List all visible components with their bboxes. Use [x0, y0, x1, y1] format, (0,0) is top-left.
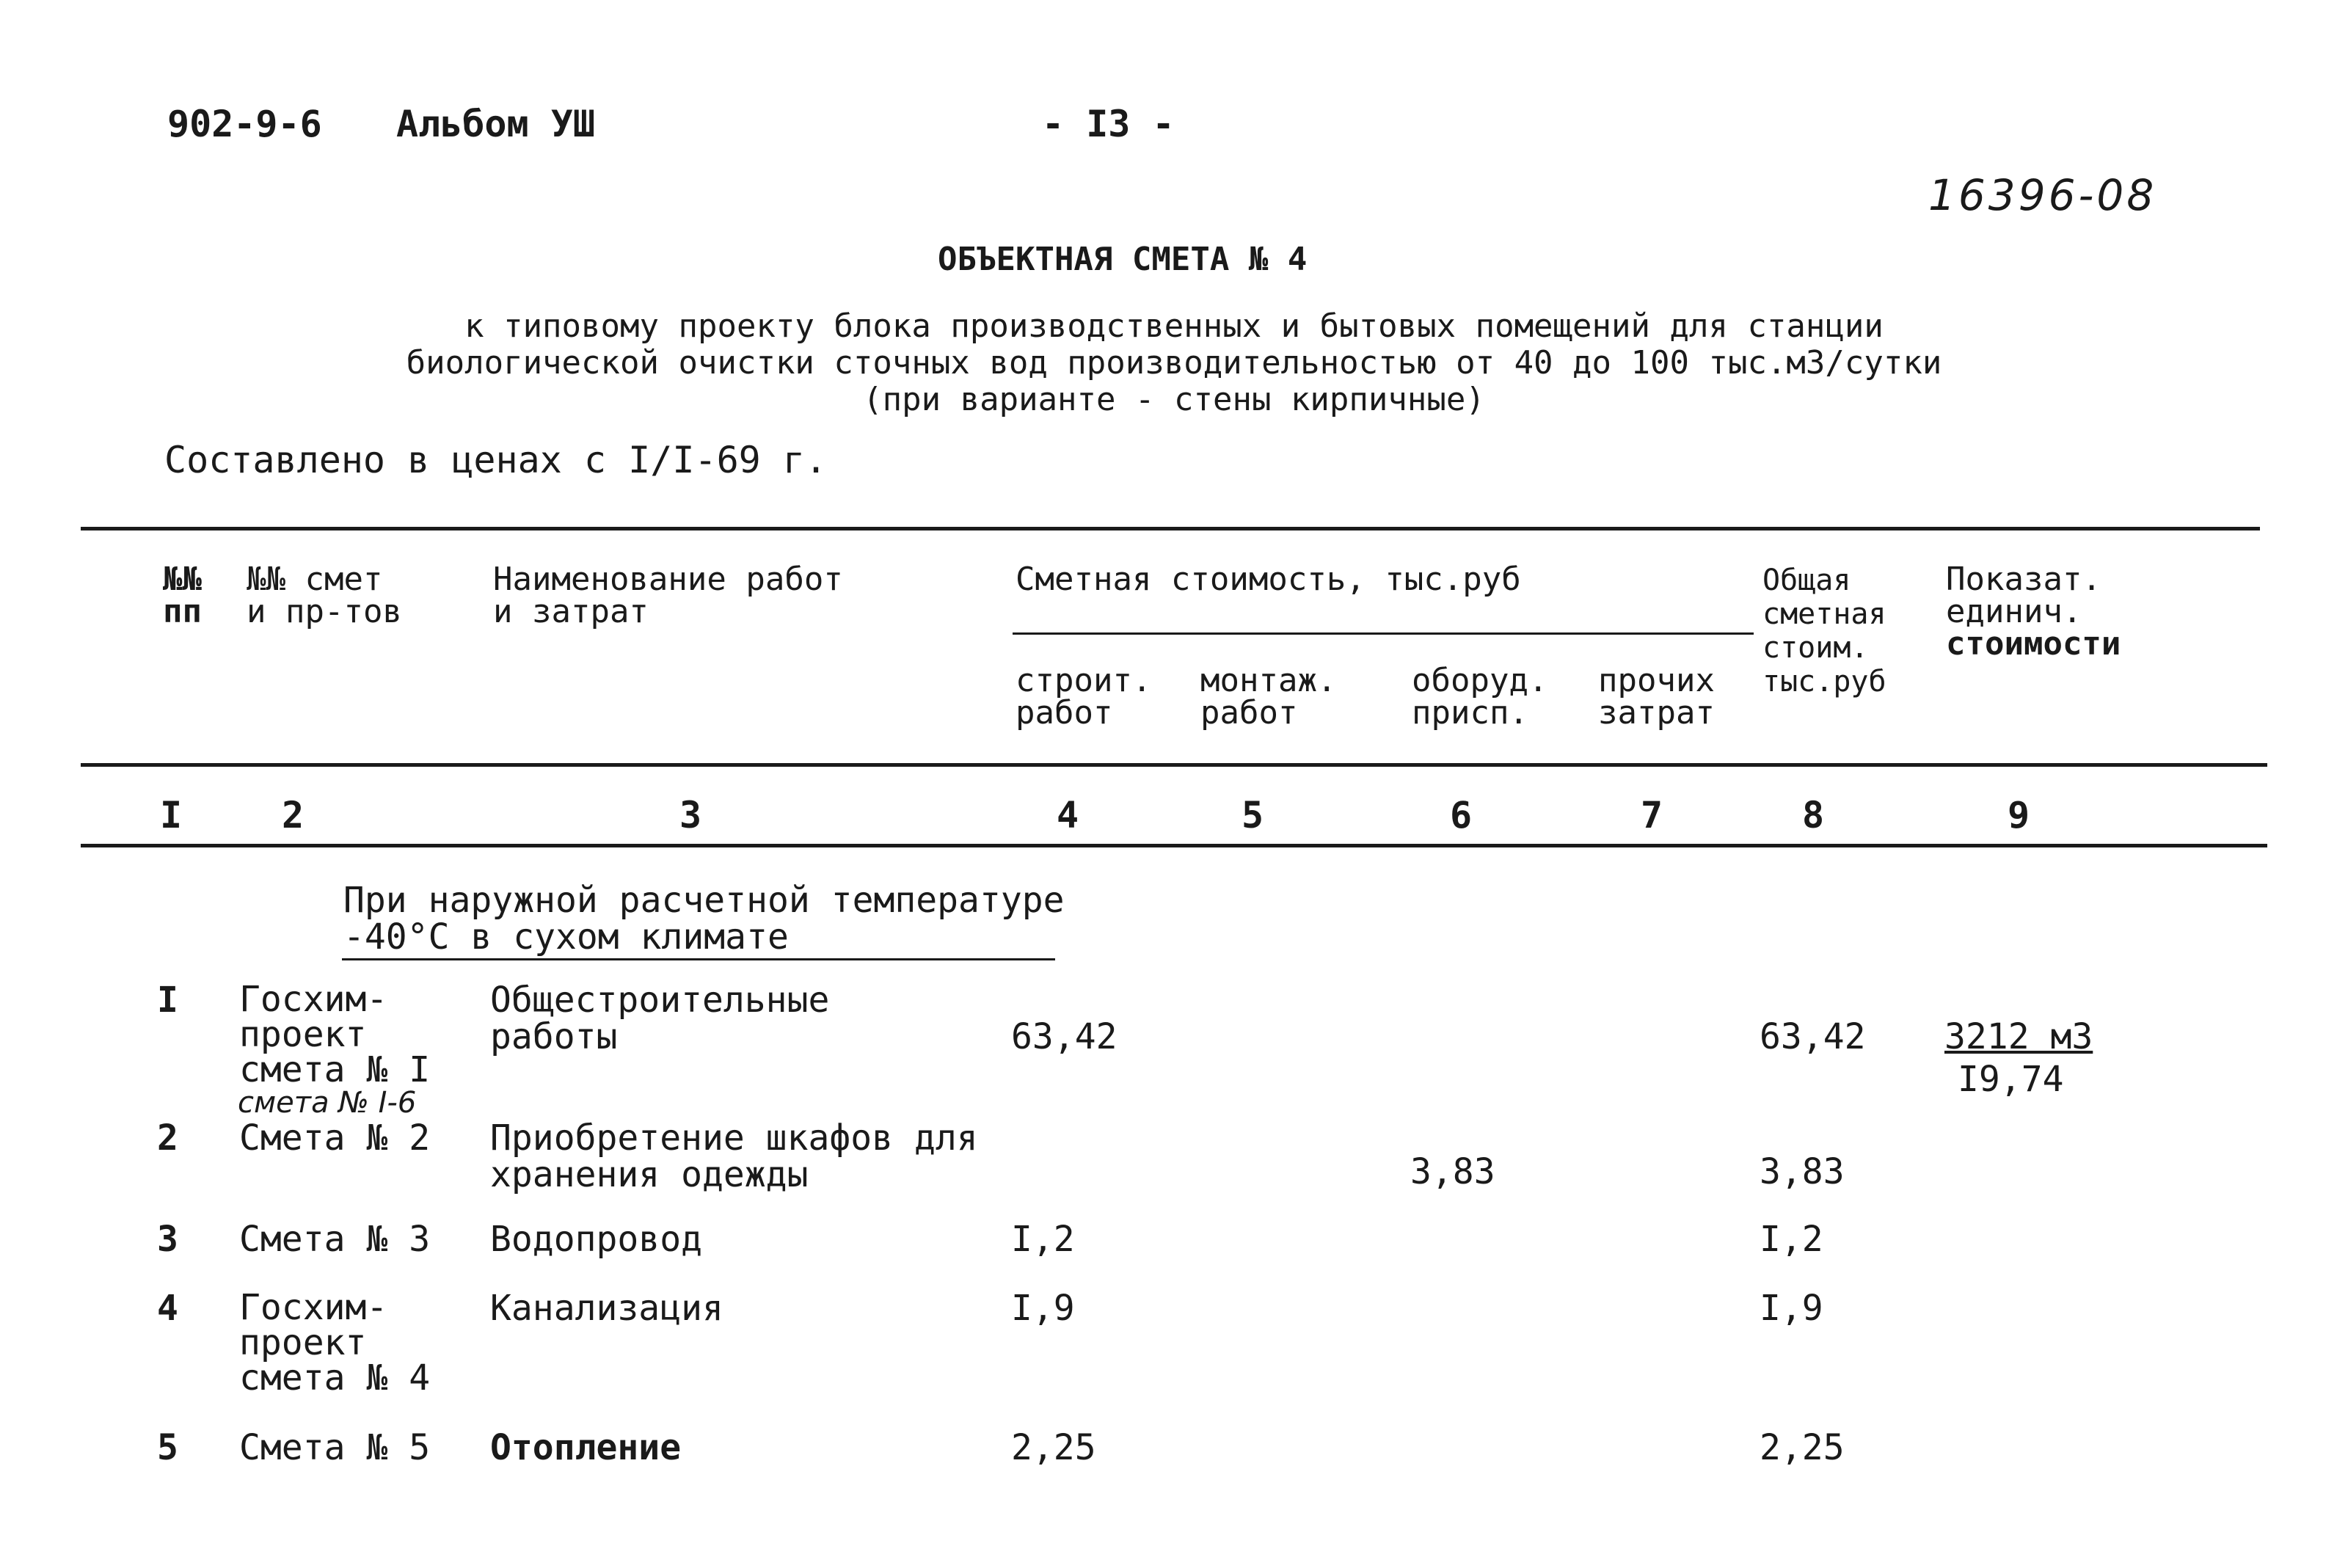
row-3-build-cost: I,2	[1011, 1219, 1075, 1260]
col-number-6: 6	[1450, 794, 1473, 836]
section-heading	[343, 880, 1065, 958]
col-header-7: прочих затрат	[1598, 662, 1715, 732]
subtitle-line-1: к типовому проекту блока производственных и бытовых помещений для станции	[464, 307, 1884, 345]
page-number: - I3 -	[1042, 103, 1175, 145]
col-header-4: строит. работ	[1016, 662, 1152, 732]
row-5-build-cost: 2,25	[1011, 1427, 1096, 1468]
col-header-8: Общая сметная стоим. тыс.руб	[1762, 564, 1886, 699]
row-1-build-cost: 63,42	[1011, 1016, 1118, 1057]
row-1-reference: Госхим- проект смета № I	[239, 979, 431, 1090]
row-3-total-cost: I,2	[1760, 1219, 1823, 1260]
row-2-equipment-cost: 3,83	[1410, 1151, 1495, 1192]
subtitle-line-2: биологической очистки сточных вод производительностью от 40 до 100 тыс.м3/сутки	[406, 344, 1942, 382]
row-1-name: Общестроительные работы	[490, 980, 830, 1057]
row-4-build-cost: I,9	[1011, 1288, 1075, 1329]
row-5-total-cost: 2,25	[1760, 1427, 1845, 1468]
row-2-reference: Смета № 2	[239, 1117, 431, 1159]
row-1-total-cost: 63,42	[1760, 1016, 1866, 1057]
col-header-2: №№ смет и пр-тов	[247, 561, 402, 630]
subtitle-line-3: (при варианте - стены кирпичные)	[863, 381, 1485, 418]
row-2-number: 2	[157, 1117, 178, 1159]
row-5-name: Отопление	[490, 1427, 682, 1468]
row-2-name: Приобретение шкафов для хранения одежды	[490, 1117, 978, 1195]
row-5-reference: Смета № 5	[239, 1427, 431, 1468]
column-number-rule	[81, 844, 2267, 847]
row-4-name: Канализация	[490, 1288, 723, 1329]
col-number-4: 4	[1057, 794, 1079, 836]
row-4-total-cost: I,9	[1760, 1288, 1823, 1329]
section-heading-line-2: -40°С в сухом климате	[343, 916, 789, 958]
col-number-8: 8	[1802, 794, 1825, 836]
col-header-group: Сметная стоимость, тыс.руб	[1016, 561, 1521, 598]
col-header-5: монтаж. работ	[1200, 662, 1337, 732]
row-3-reference: Смета № 3	[239, 1219, 431, 1260]
row-1-indicator-value: I9,74	[1958, 1059, 2064, 1100]
section-underline	[342, 958, 1055, 960]
col-number-7: 7	[1641, 794, 1663, 836]
col-header-1: №№ пп	[163, 561, 202, 630]
col-number-3: 3	[679, 794, 702, 836]
header-bottom-rule	[81, 763, 2267, 767]
document-code: 902-9-6	[167, 103, 322, 145]
estimate-title: ОБЪЕКТНАЯ СМЕТА № 4	[938, 241, 1308, 278]
row-4-number: 4	[157, 1288, 178, 1329]
col-header-6: оборуд. присп.	[1412, 662, 1548, 732]
row-4-reference: Госхим- проект смета № 4	[239, 1287, 431, 1399]
album-label: Альбом УШ	[396, 103, 595, 145]
row-5-number: 5	[157, 1427, 178, 1468]
row-3-number: 3	[157, 1219, 178, 1260]
row-1-indicator-volume: 3212 м3	[1944, 1016, 2093, 1057]
row-1-handwritten-reference: смета № I-6	[238, 1086, 417, 1120]
col-number-1: I	[160, 794, 183, 836]
section-heading-line-1: При наружной расчетной температуре	[343, 880, 1065, 921]
col-header-9: Показат. единич. стоимости	[1946, 561, 2121, 663]
col-number-5: 5	[1242, 794, 1264, 836]
row-1-number: I	[157, 980, 178, 1021]
col-number-2: 2	[282, 794, 305, 836]
table-top-rule	[81, 527, 2260, 530]
col-number-9: 9	[2008, 794, 2030, 836]
handwritten-stamp-number: 16396-08	[1928, 170, 2157, 220]
compiled-note: Составлено в ценах с I/I-69 г.	[164, 439, 828, 481]
col-header-3: Наименование работ и затрат	[493, 561, 843, 630]
row-2-total-cost: 3,83	[1760, 1151, 1845, 1192]
group-header-rule	[1013, 632, 1754, 635]
row-3-name: Водопровод	[490, 1219, 702, 1260]
estimate-subtitle	[294, 308, 2054, 418]
